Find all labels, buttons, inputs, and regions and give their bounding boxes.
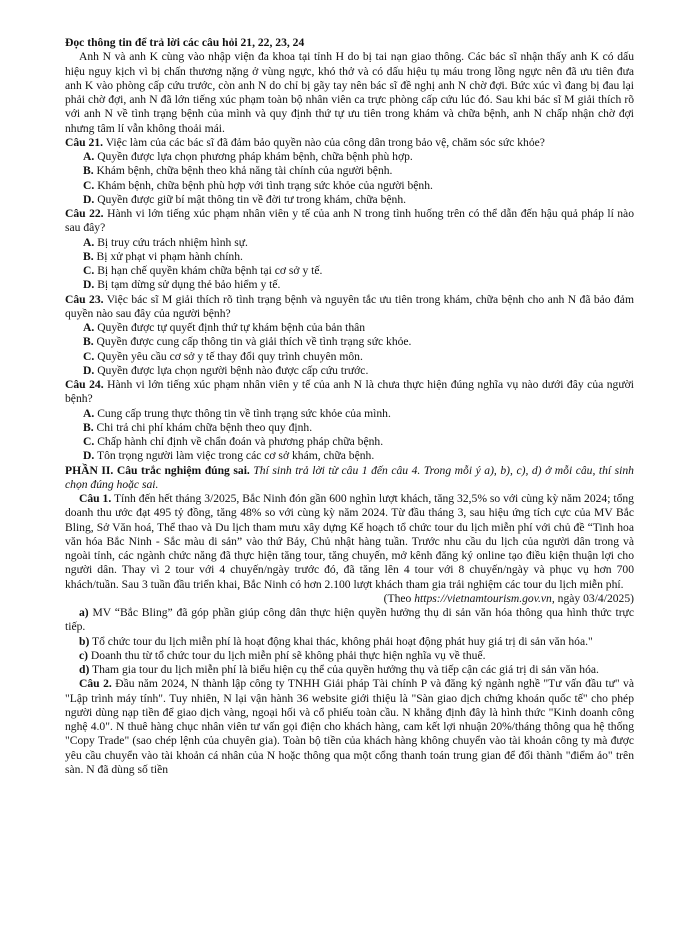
question-23 — [65, 293, 634, 379]
option-a: A. Quyền được lựa chọn phương pháp khám bệnh, chữa bệnh phù hợp. — [83, 150, 413, 163]
source-citation: (Theo https://vietnamtourism.gov.vn, ngày 03/4/2025) — [383, 591, 634, 605]
question-22 — [65, 207, 634, 293]
option-c: C. Bị hạn chế quyền khám chữa bệnh tại cơ sở y tế. — [83, 264, 323, 277]
option-c: C. Khám bệnh, chữa bệnh phù hợp với tình trạng sức khỏe của người bệnh. — [83, 178, 433, 192]
option-b: B. Chi trả chi phí khám chữa bệnh theo quy định. — [83, 420, 313, 434]
option-d: D. Quyền được giữ bí mật thông tin về đời tư trong khám, chữa bệnh. — [83, 192, 407, 206]
question-24 — [65, 378, 634, 464]
scenario-passage: Anh N và anh K cùng vào nhập viện đa khoa tại tỉnh H do bị tai nạn giao thông. Các bác sĩ nhận thấy anh K có dấu hiệu nguy kịch vì bị chấn thương nặng ở vùng ngực, khó thở và có dấu hiệu tụ máu trong lồng ngực nên đã ưu tiên đưa anh K vào phòng cấp cứu trước, còn anh N do chỉ bị gãy tay nên bác sĩ đề nghị anh N chờ đợi. Bức xúc vì đang bị đau lại phải chờ đợi, anh N đã lớn tiếng xúc phạm toàn bộ nhân viên ca trực phòng cấp cứu lúc đó. Sau khi bác sĩ M giải thích rõ với anh N về tình trạng bệnh của mình và quy định thứ tự ưu tiên trong khám và chữa bệnh, anh N chấp nhận chờ đợi nhưng tâm lí vẫn không thoải mái. — [65, 50, 634, 135]
part-2-title: PHẦN II. Câu trắc nghiệm đúng sai. — [65, 463, 250, 477]
option-b: B. Quyền được cung cấp thông tin và giải thích về tình trạng sức khỏe. — [83, 335, 412, 349]
option-d: D. Tôn trọng người làm việc trong các cơ sở khám, chữa bệnh. — [83, 449, 375, 463]
option-a: A. Cung cấp trung thực thông tin về tình trạng sức khỏe của mình. — [83, 406, 391, 420]
option-c: C. Quyền yêu cầu cơ sở y tế thay đổi quy trình chuyên môn. — [83, 349, 363, 363]
statement-b: b) Tổ chức tour du lịch miễn phí là hoạt động khai thác, không phải hoạt động phát huy giá trị di sản văn hóa." — [79, 634, 593, 648]
option-d: D. Bị tạm dừng sử dụng thẻ bảo hiểm y tế. — [83, 278, 281, 292]
option-b: B. Khám bệnh, chữa bệnh theo khả năng tài chính của người bệnh. — [83, 164, 393, 178]
option-a: A. Quyền được tự quyết định thứ tự khám bệnh của bản thân — [83, 321, 366, 334]
part-2-instruction: Thí sinh trả lời từ câu 1 đến câu 4. Trong mỗi ý a), b), c), d) ở mỗi câu, thí sinh chọn đúng hoặc sai. — [65, 463, 634, 491]
option-d: D. Quyền được lựa chọn người bệnh nào được cấp cứu trước. — [83, 363, 369, 377]
question-number: Câu 21. — [65, 135, 104, 149]
statement-d: d) Tham gia tour du lịch miễn phí là biểu hiện cụ thể của quyền hưởng thụ và tiếp cận các giá trị di sản văn hóa. — [79, 663, 599, 676]
statement-c: c) Doanh thu từ tổ chức tour du lịch miễn phí sẽ không phải thực hiện nghĩa vụ về thuế. — [79, 648, 486, 662]
option-c: C. Chấp hành chỉ định về chẩn đoán và phương pháp chữa bệnh. — [83, 435, 384, 448]
option-a: A. Bị truy cứu trách nhiệm hình sự. — [83, 235, 248, 249]
source-url: https://vietnamtourism.gov.vn, — [414, 591, 555, 605]
question-text: Hành vi lớn tiếng xúc phạm nhân viên y tế của anh N là chưa thực hiện đúng nghĩa vụ nào dưới đây của người bệnh? — [65, 378, 634, 406]
question-number: Câu 2. — [79, 677, 112, 691]
question-text: Việc bác sĩ M giải thích rõ tình trạng bệnh và nguyên tắc ưu tiên trong khám, chữa bệnh cho anh N đã bảo đảm quyền nào sau đây của người bệnh? — [65, 292, 634, 320]
true-false-question-1 — [65, 492, 634, 677]
true-false-question-2 — [65, 677, 634, 777]
part-2-header — [65, 464, 634, 493]
question-number: Câu 22. — [65, 207, 104, 220]
question-number: Câu 23. — [65, 292, 104, 306]
question-text: Hành vi lớn tiếng xúc phạm nhân viên y tế của anh N trong tình huống trên có thể dẫn đến hậu quả pháp lí nào sau đây? — [65, 207, 634, 235]
question-21 — [65, 136, 634, 207]
option-b: B. Bị xử phạt vi phạm hành chính. — [83, 249, 243, 263]
question-text: Việc làm của các bác sĩ đã đảm bảo quyền nào của công dân trong bảo vệ, chăm sóc sức khỏe? — [105, 135, 545, 149]
section-heading: Đọc thông tin để trả lời các câu hỏi 21, 22, 23, 24 — [65, 36, 305, 49]
question-number: Câu 1. — [79, 492, 112, 505]
statement-a: a) MV “Bắc Bling” đã góp phần giúp công dân thực hiện quyền hưởng thụ di sản văn hóa thông qua hình thức trực tiếp. — [65, 606, 634, 634]
question-text: Tính đến hết tháng 3/2025, Bắc Ninh đón gần 600 nghìn lượt khách, tăng 32,5% so với cùng kỳ năm 2024; tổng doanh thu ước đạt 495 tỷ đồng, tăng 48% so với cùng kỳ năm 2024. Từ đầu tháng 3, sau hiệu ứng tích cực của MV Bắc Bling, Sở Văn hoá, Thể thao và Du lịch tham mưu xây dựng Kế hoạch tổ chức tour du lịch miễn phí với chủ đề “Tinh hoa văn hóa Bắc Ninh - Sắc màu di sản” vào thứ Bảy, Chủ nhật hàng tuần. Trước nhu cầu du lịch của người dân trong và ngoài tỉnh, các ngành chức năng đã thực hiện tăng tour, tăng chuyến, mở kênh đăng ký online tạo điều kiện thuận lợi cho người dân. Thay vì 2 tour với 4 chuyến/ngày trước đó, đã tăng lên 4 tour với 8 chuyến/ngày và phục vụ hơn 700 khách/tuần. Sau 3 tuần đầu triển khai, Bắc Ninh có hơn 2.100 lượt khách tham gia trải nghiệm các tour du lịch miễn phí. — [65, 492, 634, 591]
question-text: Đầu năm 2024, N thành lập công ty TNHH Giải pháp Tài chính P và đăng ký ngành nghề "Tư vấn đầu tư" và "Lập trình máy tính". Tuy nhiên, N lại vận hành 36 website giới thiệu là "Sàn giao dịch chứng khoán quốc tế" cho phép người dùng nạp tiền để giao dịch vàng, ngoại hối và cổ phiếu toàn cầu. N khẳng định đây là hình thức "Kinh doanh công nghệ 4.0". N thuê hàng chục nhân viên tư vấn gọi điện cho khách hàng, cam kết lợi nhuận 20%/tháng thông qua hệ thống "Copy Trade" (sao chép lệnh của chuyên gia). Toàn bộ tiền của khách hàng không chuyển vào tài khoản công ty mà được yêu cầu chuyển vào tài khoản cá nhân của N hoặc thông qua một cổng thanh toán trung gian để đổi thành "điểm ảo" trên sàn. N đã dùng số tiền — [65, 677, 634, 776]
question-number: Câu 24. — [65, 378, 104, 391]
